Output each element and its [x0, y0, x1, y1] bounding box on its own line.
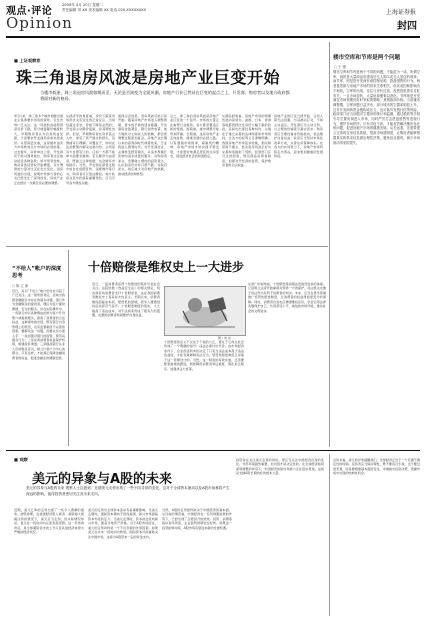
- lead-kicker: [14, 58, 40, 64]
- bottom-kicker-text: 观察: [19, 457, 28, 462]
- lead-col-6: 房地产业的巨变已经开始，任何人都无法回避。与其被动应对，不如主动适应。开发商应当主动让利，以合理的价格吸引真实需求；购房者应当理性看待价格波动，依法维护自身权益；政府应当坚持市场化改革方向，完善住房保障体系。在各方的共同努力下，房地产市场终将走出低谷，迎来更加健康的发展阶段。: [274, 114, 323, 159]
- lead-side-divider: [329, 42, 330, 447]
- lead-kicker-text: 上证观察家: [19, 58, 41, 63]
- side-column-title: 楼市空库和节库是两个问题: [333, 55, 401, 61]
- middle-col-2: 十倍赔偿的意义不仅在于个案的公正，更在于它向全社会传递了一个明确的信号：违法必须付出代价。在市场经济条件下，企业的逐利本性决定了只有当违法成本高于违法收益时，才能有效遏制违法行为。惩罚性赔偿制度正是基于这一原理设计的。当然，这一制度的有效实施，还需要配套措施的跟进，例如降低消费者举证难度、简化诉讼程序、加强执法力度等。: [164, 340, 244, 371]
- section-english-title: Opinion: [6, 14, 73, 32]
- header-meta: [62, 3, 242, 13]
- square-icon: ■: [14, 457, 18, 462]
- side-column-body: 楼市空库和节库是两个不同的问题，不能混为一谈。所谓空库，指的是大量商品房建成后无人购买或无人居住的现象；而节库，则是指开发商有意控制房源、捂盘惜售的行为。两者虽然都与房地产市场的供求关系相关，但其成因和影响各不相同。空库的出现，往往与房价过高、投资投机需求过旺有关，一旦市场逆转，大量房源便难以消化。节库则是开发商在市场预期向好时采取的策略，意图推高价格。当前楼市调整期，空库问题日益突出，部分城市的空置率明显上升，这对开发商的资金链构成压力，也可能引发银行信贷风险。政府部门应当加强对空置房的统计和监测，通过税收等手段引导空置房源进入市场，同时严厉打击捂盘惜售等违规行为，维护市场秩序。只有对症下药，才能有效解决楼市存在的问题，促进房地产市场的健康发展。从长远看，还需要建立完善的住房信息系统，提高市场透明度，让购房者能够根据真实的供求信息做出理性决策，避免盲目跟风，减少市场波动带来的损失。: [333, 70, 420, 145]
- section-title: 观点·评论: [6, 6, 53, 17]
- bottom-col-4: 投资者在关注美元走势的同时，更应当关注中国经济自身的变化。外部环境固然重要，但内因才是决定性的。在全球经济格局深刻调整的背景下，中国经济的韧性和潜力正在逐步显现，这将是支撑A股长期向好的根本力量。: [236, 458, 324, 476]
- bottom-col-1: 近期，美元汇率的走势出现了一些令人费解的现象。按照常理，在美国经济陷入衰退、美联储大规模注资的情况下，美元应当走弱；但实际情况却是，美元在一段时间内反而表现坚挺。这一异象的背后，是全球避险需求的上升以及其他经济体更为严峻的经济状况。: [14, 508, 84, 535]
- bottom-kicker: [14, 457, 28, 463]
- lead-headline: 珠三角退房风波是房地产业巨变开始: [16, 68, 281, 87]
- lead-bottom-rule: [6, 246, 328, 247]
- middle-col-1: 近日，一起消费者获得十倍赔偿的案件引起社会关注。法院依据《食品安全法》的相关规定，判决商家向消费者支付十倍赔偿金，这在我国消费者维权史上具有标志性意义。长期以来，消费者维权面临成本高、赔偿低的困境，很多人遭遇侵权后选择忍气吞声。十倍赔偿制度的落实，大大提高了违法成本，对不法商家形成了强有力的震慑，也激励消费者积极维护自身权益。: [92, 282, 160, 318]
- bottom-lede: 美元的异象与A股的未来 观察人士注意到，近期美元走势出现了一些不同寻常的变化，这对于全球资本流动以及A股市场都将产生深远的影响，值得投资者密切关注其未来走向。: [26, 486, 230, 496]
- page-label: 封四: [397, 21, 417, 32]
- header-meta-line1: 2009年 4月 20日 星期二: [62, 3, 103, 7]
- side-column-byline: ○ 王 强: [334, 65, 346, 69]
- bottom-headline: 美元的异象与A股的未来: [32, 472, 173, 487]
- middle-headline: 十倍赔偿是维权史上一大进步: [88, 260, 245, 274]
- illustration: [164, 286, 246, 336]
- square-icon: ■: [14, 58, 18, 63]
- lead-lede: 当楼市低迷，珠三角退房风波如期而至，无论是否演变为全面风潮，房地产行业已然站在巨变的起点之上，开发商、购房者以及地方政府都将面对新的格局。: [40, 90, 290, 101]
- illustration-credit: 图 / 刘 伟: [218, 336, 231, 340]
- bottom-col-3: 当然，A股的走势最终取决于中国经济的基本面。从目前的情况看，中国经济在一系列刺激政策的作用下，已经出现了企稳回升的迹象。投资、消费等指标有所改善，企业盈利预期也在好转。如果这一趋势能够持续，A股市场有望迎来新的发展机遇。: [162, 508, 232, 530]
- lead-col-3: 值得注意的是，退房风波可能只是开始。随着房地产市场进入调整周期，更多的矛盾将逐步暴露。开发商资金链紧张、银行信贷收紧、地方财政对土地收入的依赖，都会使调整过程更加复杂。房地产业长期以来的高利润时代或将结束，行业将进入微利时代。对开发商而言，必须转变经营模式，从追求规模扩张转向追求质量和服务；对购房者而言，需要树立理性的投资观念，认识到房价并非只涨不跌；对政府而言，则应减少对房地产的依赖，推动经济结构转型。: [118, 114, 167, 176]
- middle-left-divider: [68, 250, 69, 446]
- middle-bottom-rule: [6, 450, 420, 451]
- cartoon-illustration: [165, 287, 245, 335]
- bottom-side-divider: [329, 454, 330, 616]
- lead-col-2: 从经济学的角度看，房价下跌是市场供求关系变化的正常反应。当供给超过需求，价格下降是必然的；开发商主动降价促销，是其理性选择。但是，早期购房者在房价高点入市，承受了资产缩水的损失，其情绪可以理解。问题在于，如何在法治框架内解决这类纠纷。合同是双方自愿签订的，任何一方都不能单方面要求撤销。若以降价为由退房，既缺乏法律依据，也会破坏市场秩序。当然，开发商在销售过程中如存在虚假宣传、违规操作等行为，购房者可以依法维权。地方政府在其中扮演着重要角色，应当引导各方理性沟通。: [66, 114, 115, 185]
- bottom-col-5: 总的来看，美元的异象提醒我们，全球经济正处于一个充满不确定性的时期。投资者应当保持理性，既不要盲目乐观，也不要过度悲观，而是要根据基本面的变化，审慎做出投资决策，把握市场中出现的结构性机会。: [333, 458, 420, 476]
- middle-left-body: 近日，有关“不给人”帐户的讨论引起了广泛关注。这一现象的背后，反映出我国金融服务中存在的诸多问题。银行作为金融服务的提供者，理应为客户提供便捷、安全的服务，但在实际操作中，一些银行却以各种理由拒绝为客户开设账户或提供服务，损害了消费者的合法权益。这种现象的出现，既有银行自身管理上的原因，也有监管制度不完善的因素。要解决这一问题，需要从多方面入手：一是加强对银行的监管，规范其服务行为；二是完善消费者权益保护机制，畅通投诉渠道；三是提高银行从业人员的服务意识，树立以客户为中心的理念。只有这样，才能真正保障金融消费者的权益，促进金融业的健康发展。: [12, 289, 65, 360]
- paper-name: 上海证券报: [385, 9, 416, 16]
- header-meta-line2: 责任编辑 刘 XX 美术编辑 XX 电话 020-XXXXXXXX: [62, 8, 147, 12]
- middle-left-byline: ○ 陈 立 新: [12, 284, 29, 288]
- lead-col-1: 4月以来，珠三角多个城市相继出现业主集体要求退房的现象，引发市场广泛关注。这一风波的直接原因是房价下跌，部分楼盘降价幅度较大，早期购房者认为自身利益受损，于是要求开发商退房或补偿差价。从更深层次看，这是楼市由卖方市场转向买方市场的必然结果。过去数年，房价单边上涨，开发商处于绝对强势地位，购房者往往被动接受各种条款；如今形势逆转，购房者的话语权开始增强，双方博弈的力量对比正在发生变化。退房风波的出现，说明市场参与者的心态已经发生了深刻改变，房地产业正在经历一次痛苦但必要的调整。: [14, 114, 63, 185]
- lead-col-4: 总之，珠三角的退房风波是房地产业巨变的一个信号。市场的力量正在重塑行业格局，各方都需要适应新的规则。短期看，楼市调整可能带来阵痛；长期看，这是房地产业走向成熟、健康发展的必经之路。只有遵循市场规律，尊重契约精神，房地产市场才能实现平稳发展，才能更好地满足居民的住房需求，促进经济社会的和谐稳定。: [170, 114, 219, 159]
- bottom-col-2: 美元的走势对全球资本流动有着重要影响。当美元走强时，国际资本倾向于回流美国，新兴市场面临资本外流的压力；当美元走弱时，资本则会流向新兴市场，推高当地资产价格。对于A股市场而言，美元的走势同样是一个不可忽视的外部因素。如果美元在未来一段时间内转弱，国际资本可能重新关注中国市场，这将为A股带来一定的资金支持。: [88, 508, 158, 539]
- lead-col-5: 从国际经验看，房地产市场的周期性波动是常态。美国、日本、香港等地都曾经历过房价大幅下跌的阶段，其间也出现过各种纠纷。关键在于建立完善的法律制度和市场规则，让各方的权利义务清晰明确。我国房地产市场起步较晚，相关制度尚不健全，此次退房风波正好为完善制度提供了契机。监管部门应当总结经验，规范商品房预售制度，加强对开发商的监管，保护购房者的合法权益。: [222, 114, 271, 167]
- middle-left-head: “不给人”帐户的深度思考: [12, 266, 62, 279]
- masthead-rule: [6, 36, 420, 38]
- middle-col-3: 从更广的视角看，十倍赔偿是我国法治建设进步的体现。它说明立法者开始重视对弱势一方的保护，司法机关也敢于依法作出有利于消费者的判决。未来，应当在更多领域推广惩罚性赔偿制度，让消费者的权益得到更充分的保障。同时，消费者自身也应增强维权意识，学会运用法律武器保护自己，共同营造公平、诚信的市场环境，推动社会的文明进步。: [248, 282, 326, 313]
